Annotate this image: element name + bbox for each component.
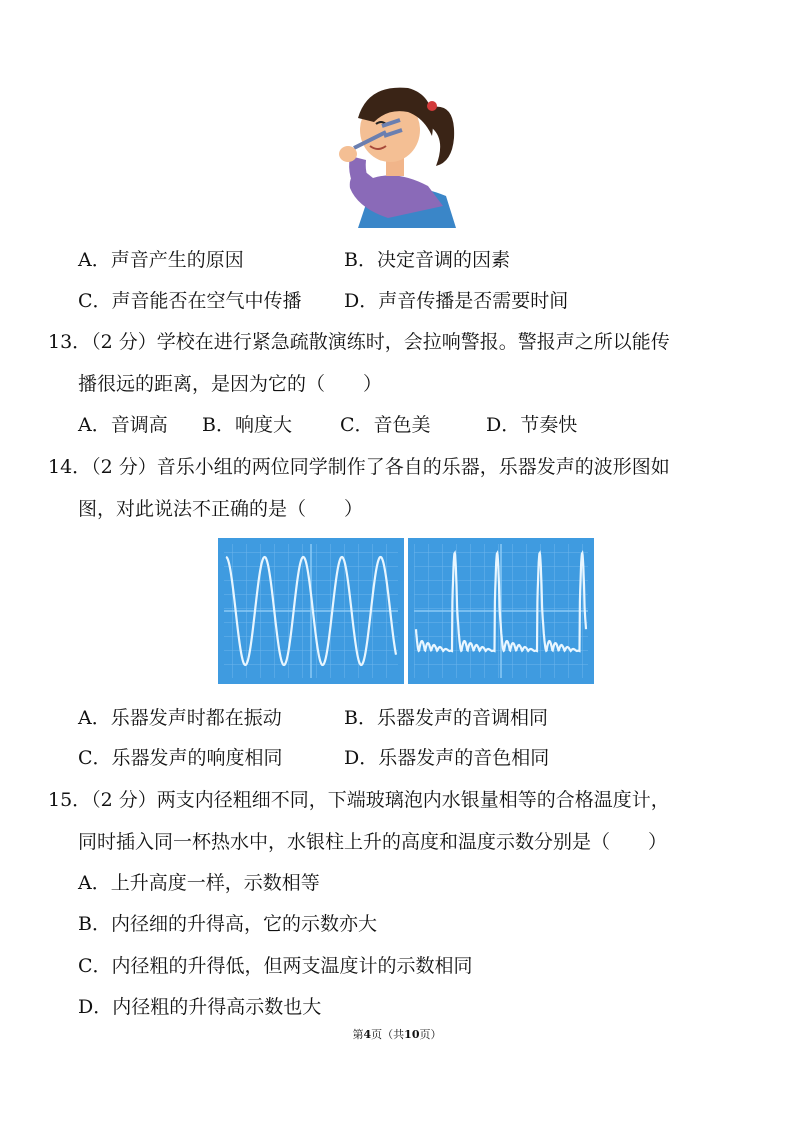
q15-option-a: A．上升高度一样，示数相等 — [78, 872, 320, 894]
q15-stem-line2: 同时插入同一杯热水中，水银柱上升的高度和温度示数分别是（ ） — [78, 831, 668, 853]
footer-mid: 页（共 — [371, 1028, 405, 1041]
q15-option-d: D．内径粗的升得高示数也大 — [78, 996, 322, 1018]
q14-option-c: C．乐器发声的响度相同 — [78, 747, 283, 769]
q13-option-a: A．音调高 — [78, 414, 168, 436]
q14-options-row1 — [78, 706, 548, 730]
footer-total-pages: 10 — [404, 1028, 420, 1041]
q15-option-b: B．内径细的升得高，它的示数亦大 — [78, 913, 377, 935]
q14-option-d: D．乐器发声的音色相同 — [344, 747, 550, 769]
q14-stem-line2: 图，对此说法不正确的是（ ） — [78, 498, 364, 520]
q12-option-c: C．声音能否在空气中传播 — [78, 290, 302, 312]
q13-stem-line2: 播很远的距离，是因为它的（ ） — [78, 373, 383, 395]
waveform-panel-right — [408, 538, 594, 684]
q12-options-row1 — [78, 248, 510, 272]
page-footer — [0, 1026, 794, 1042]
q12-options-row2 — [78, 289, 568, 313]
footer-suffix: 页） — [419, 1028, 442, 1041]
waveform-panel-left — [218, 538, 404, 684]
q15-option-c: C．内径粗的升得低，但两支温度计的示数相同 — [78, 955, 473, 977]
q14-options-row2 — [78, 746, 549, 770]
q13-stem-line1: 13．（2 分）学校在进行紧急疏散演练时，会拉响警报。警报声之所以能传 — [48, 331, 670, 353]
q12-option-a: A．声音产生的原因 — [78, 249, 244, 271]
q13-options — [78, 413, 577, 437]
q14-option-a: A．乐器发声时都在振动 — [78, 707, 282, 729]
q13-option-d: D．节奏快 — [486, 414, 578, 436]
waveform-figure — [218, 538, 594, 684]
footer-page-number: 4 — [363, 1028, 372, 1041]
q13-option-c: C．音色美 — [340, 414, 431, 436]
footer-prefix: 第 — [352, 1028, 364, 1041]
q14-stem-line1: 14．（2 分）音乐小组的两位同学制作了各自的乐器，乐器发声的波形图如 — [48, 456, 670, 478]
q12-option-d: D．声音传播是否需要时间 — [344, 290, 569, 312]
q13-option-b: B．响度大 — [202, 414, 292, 436]
girl-tuning-fork-illustration — [328, 78, 478, 230]
q15-stem-line1: 15．（2 分）两支内径粗细不同，下端玻璃泡内水银量相等的合格温度计， — [48, 789, 670, 811]
q14-option-b: B．乐器发声的音调相同 — [344, 707, 548, 729]
q12-option-b: B．决定音调的因素 — [344, 249, 510, 271]
